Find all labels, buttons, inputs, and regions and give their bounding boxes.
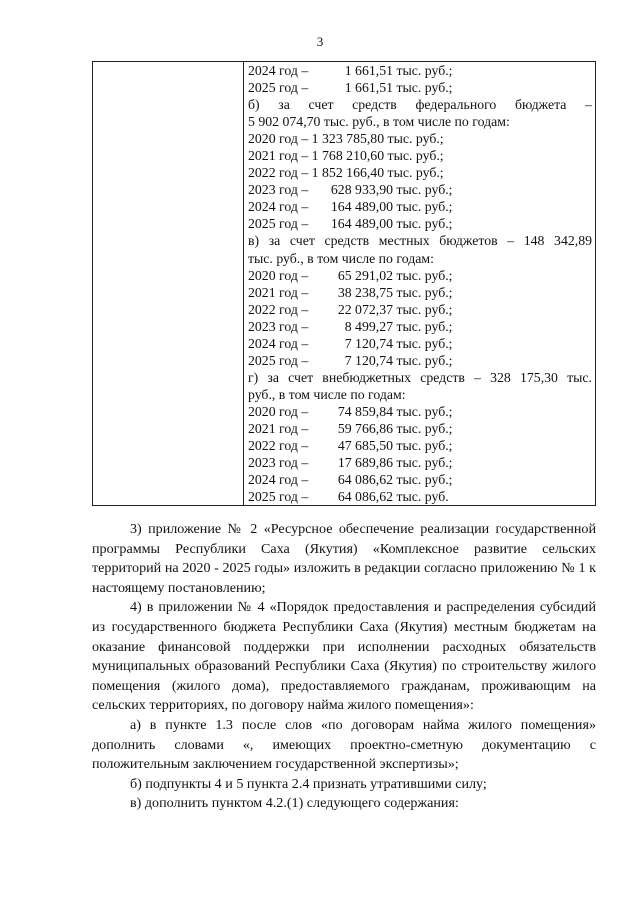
unit-label: тыс. руб.; bbox=[393, 455, 453, 471]
year-label: 2023 год – bbox=[248, 182, 309, 198]
paragraph-sub-a: а) в пункте 1.3 после слов «по договорам найма жилого помещения» дополнить словами «, имеющих проектно-сметную документацию с положительным заключением государственной экспертизы»; bbox=[92, 716, 596, 773]
year-label: 2021 год – bbox=[248, 284, 309, 300]
amount-value: 7 120,74 bbox=[344, 352, 393, 368]
funding-cell bbox=[244, 62, 596, 506]
table-left-cell bbox=[93, 62, 244, 506]
unit-label: тыс. руб.; bbox=[393, 318, 453, 334]
amount-value: 22 072,37 bbox=[337, 301, 393, 317]
year-label: 2025 год – bbox=[248, 80, 309, 96]
amount-value: 1 661,51 bbox=[344, 80, 393, 96]
year-label: 2023 год – bbox=[248, 318, 309, 334]
amount-value: 8 499,27 bbox=[344, 318, 393, 334]
amount-value: 64 086,62 bbox=[337, 472, 393, 488]
year-amount-line bbox=[248, 62, 592, 79]
year-amount-line bbox=[248, 488, 592, 505]
year-label: 2024 год – bbox=[248, 472, 309, 488]
year-amount-line bbox=[248, 267, 592, 284]
year-amount-line bbox=[248, 352, 592, 369]
amount-value: 628 933,90 bbox=[330, 182, 393, 198]
unit-label: тыс. руб.; bbox=[393, 420, 453, 436]
unit-label: тыс. руб.; bbox=[393, 199, 453, 215]
paragraph-sub-v: в) дополнить пунктом 4.2.(1) следующего содержания: bbox=[130, 795, 459, 812]
amount-value: 1 661,51 bbox=[344, 63, 393, 78]
year-amount-line bbox=[248, 215, 592, 232]
paragraph-sub-b: б) подпункты 4 и 5 пункта 2.4 признать утратившими силу; bbox=[130, 775, 487, 792]
year-amount-line bbox=[248, 403, 592, 420]
page-number: 3 bbox=[316, 34, 324, 49]
unit-label: тыс. руб.; bbox=[393, 472, 453, 488]
amount-value: 64 086,62 bbox=[337, 489, 393, 505]
funding-text-line: руб., в том числе по годам: bbox=[248, 386, 406, 402]
funding-source-heading: г) за счет внебюджетных средств – 328 175,30 тыс. bbox=[248, 369, 592, 385]
year-amount-line bbox=[248, 335, 592, 352]
year-amount-line bbox=[248, 301, 592, 318]
funding-table bbox=[92, 61, 596, 506]
unit-label: тыс. руб.; bbox=[393, 403, 453, 419]
year-amount-line bbox=[248, 181, 592, 198]
year-amount-line bbox=[248, 284, 592, 301]
funding-text-line: 2021 год – 1 768 210,60 тыс. руб.; bbox=[248, 148, 444, 164]
amount-value: 7 120,74 bbox=[344, 335, 393, 351]
funding-text-line: 2022 год – 1 852 166,40 тыс. руб.; bbox=[248, 165, 444, 181]
paragraph-item-4: 4) в приложении № 4 «Порядок предоставления и распределения субсидий из государственного бюджета Республики Саха (Якутия) местным бюджетам на оказание финансовой поддержки при исполнении расходных обязательств муниципальных образований Республики Саха (Якутия) по строительству жилого помещения (жилого дома), предоставляемого гражданам, проживающим на сельских территориях, по договору найма жилого помещения»: bbox=[92, 599, 596, 714]
year-label: 2024 год – bbox=[248, 199, 309, 215]
unit-label: тыс. руб.; bbox=[393, 438, 453, 454]
year-label: 2022 год – bbox=[248, 438, 309, 454]
year-label: 2020 год – bbox=[248, 403, 309, 419]
funding-source-heading: в) за счет средств местных бюджетов – 148 342,89 bbox=[248, 233, 592, 249]
funding-source-heading: б) за счет средств федерального бюджета – bbox=[248, 97, 592, 113]
year-amount-line bbox=[248, 420, 592, 437]
year-label: 2025 год – bbox=[248, 489, 309, 505]
funding-text-line: тыс. руб., в том числе по годам: bbox=[248, 250, 434, 266]
funding-text-line: 2020 год – 1 323 785,80 тыс. руб.; bbox=[248, 131, 444, 147]
unit-label: тыс. руб.; bbox=[393, 80, 453, 96]
year-label: 2023 год – bbox=[248, 455, 309, 471]
year-amount-line bbox=[248, 79, 592, 96]
year-label: 2024 год – bbox=[248, 335, 309, 351]
amount-value: 164 489,00 bbox=[330, 216, 393, 232]
table-row bbox=[93, 62, 596, 506]
amount-value: 47 685,50 bbox=[337, 438, 393, 454]
unit-label: тыс. руб. bbox=[393, 489, 449, 505]
year-label: 2022 год – bbox=[248, 301, 309, 317]
year-amount-line bbox=[248, 318, 592, 335]
year-amount-line bbox=[248, 437, 592, 454]
year-amount-line bbox=[248, 471, 592, 488]
amount-value: 65 291,02 bbox=[337, 267, 393, 283]
unit-label: тыс. руб.; bbox=[393, 63, 453, 78]
unit-label: тыс. руб.; bbox=[393, 216, 453, 232]
unit-label: тыс. руб.; bbox=[393, 284, 453, 300]
unit-label: тыс. руб.; bbox=[393, 352, 453, 368]
unit-label: тыс. руб.; bbox=[393, 267, 453, 283]
amount-value: 74 859,84 bbox=[337, 403, 393, 419]
year-label: 2025 год – bbox=[248, 216, 309, 232]
paragraph-item-3: 3) приложение № 2 «Ресурсное обеспечение реализации государственной программы Республики Саха (Якутия) «Комплексное развитие сельских территорий на 2020 - 2025 годы» изложить в редакции согласно приложению № 1 к настоящему постановлению; bbox=[92, 521, 596, 596]
year-label: 2025 год – bbox=[248, 352, 309, 368]
unit-label: тыс. руб.; bbox=[393, 182, 453, 198]
year-label: 2024 год – bbox=[248, 63, 309, 78]
amount-value: 17 689,86 bbox=[337, 455, 393, 471]
unit-label: тыс. руб.; bbox=[393, 301, 453, 317]
year-label: 2020 год – bbox=[248, 267, 309, 283]
funding-text-line: 5 902 074,70 тыс. руб., в том числе по годам: bbox=[248, 114, 510, 130]
amount-value: 164 489,00 bbox=[330, 199, 393, 215]
document-body bbox=[92, 520, 596, 814]
unit-label: тыс. руб.; bbox=[393, 335, 453, 351]
amount-value: 38 238,75 bbox=[337, 284, 393, 300]
year-label: 2021 год – bbox=[248, 420, 309, 436]
amount-value: 59 766,86 bbox=[337, 420, 393, 436]
year-amount-line bbox=[248, 198, 592, 215]
year-amount-line bbox=[248, 454, 592, 471]
